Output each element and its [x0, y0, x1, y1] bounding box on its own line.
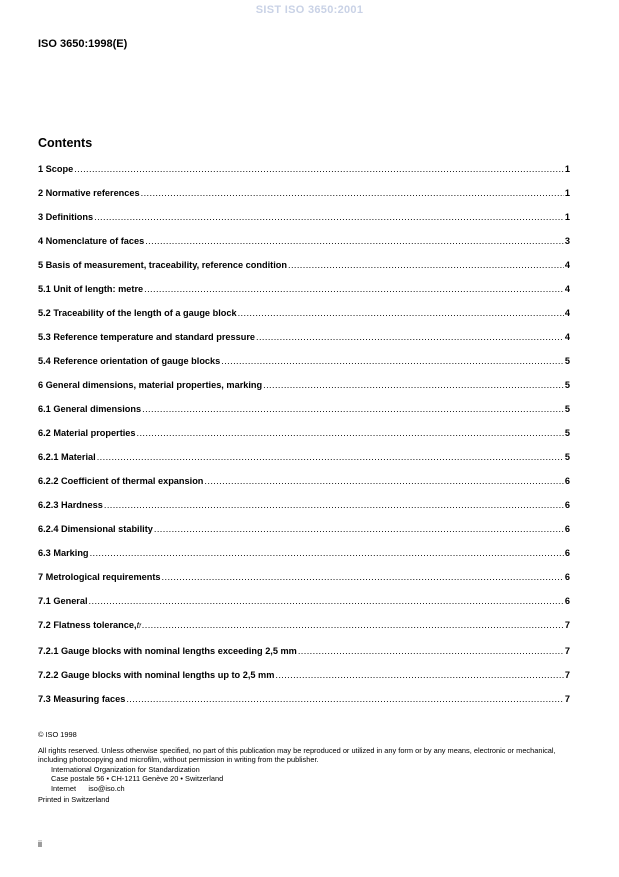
toc-entry-label: 7.2 Flatness tolerance, — [38, 620, 137, 630]
toc-entry-page: 5 — [564, 428, 570, 438]
internet-email[interactable]: iso@iso.ch — [88, 783, 125, 793]
contents-heading: Contents — [38, 136, 93, 150]
toc-entry-label: 7.3 Measuring faces — [38, 694, 126, 704]
toc-entry-page: 4 — [564, 284, 570, 294]
toc-entry-label: 1 Scope — [38, 164, 74, 174]
toc-entry-page: 6 — [564, 548, 570, 558]
toc-entry[interactable] — [38, 620, 570, 632]
toc-entry-label: 6 General dimensions, material properties, marking — [38, 380, 263, 390]
internet-label: Internet — [51, 783, 77, 793]
toc-entry-label: 7.2.2 Gauge blocks with nominal lengths up to 2,5 mm — [38, 670, 275, 680]
toc-entry-label: 6.2.1 Material — [38, 452, 96, 462]
toc-entry-page: 1 — [564, 212, 570, 222]
toc-entry-page: 7 — [564, 694, 570, 704]
toc-entry[interactable] — [38, 548, 570, 560]
toc-entry-page: 4 — [564, 308, 570, 318]
toc-entry-label: 2 Normative references — [38, 188, 140, 198]
toc-leader-dots — [288, 260, 564, 270]
toc-leader-dots — [89, 596, 564, 606]
toc-leader-dots — [162, 572, 564, 582]
toc-entry-page: 7 — [564, 670, 570, 680]
toc-leader-dots — [221, 356, 564, 366]
toc-entry[interactable] — [38, 404, 570, 416]
toc-entry[interactable] — [38, 694, 570, 706]
toc-entry[interactable] — [38, 164, 570, 176]
toc-entry-label: 5 Basis of measurement, traceability, reference condition — [38, 260, 287, 270]
toc-entry-label: 6.2.2 Coefficient of thermal expansion — [38, 476, 204, 486]
toc-entry[interactable] — [38, 332, 570, 344]
toc-entry-label: 3 Definitions — [38, 212, 94, 222]
toc-entry[interactable] — [38, 212, 570, 224]
toc-leader-dots — [238, 308, 564, 318]
toc-leader-dots — [126, 694, 564, 704]
toc-leader-dots — [144, 284, 564, 294]
toc-entry-label: 6.1 General dimensions — [38, 404, 142, 414]
copyright-notice: © ISO 1998 — [38, 730, 77, 739]
toc-entry-label: 5.4 Reference orientation of gauge blocks — [38, 356, 221, 366]
toc-leader-dots — [74, 164, 564, 174]
toc-entry[interactable] — [38, 380, 570, 392]
toc-leader-dots — [154, 524, 564, 534]
table-of-contents — [38, 164, 570, 718]
toc-entry-page: 1 — [564, 188, 570, 198]
toc-entry-page: 1 — [564, 164, 570, 174]
toc-leader-dots — [94, 212, 564, 222]
toc-entry[interactable] — [38, 452, 570, 464]
toc-entry[interactable] — [38, 524, 570, 536]
toc-entry-label: 6.2.4 Dimensional stability — [38, 524, 153, 534]
toc-leader-dots — [104, 500, 564, 510]
toc-entry-subscript: f — [139, 624, 141, 630]
toc-entry-symbol: t — [136, 620, 140, 630]
toc-entry-label: 5.2 Traceability of the length of a gauge block — [38, 308, 237, 318]
toc-entry-page: 6 — [564, 500, 570, 510]
toc-entry[interactable] — [38, 356, 570, 368]
toc-entry-page: 7 — [564, 646, 570, 656]
toc-entry-page: 4 — [564, 260, 570, 270]
toc-entry-page: 5 — [564, 452, 570, 462]
toc-leader-dots — [97, 452, 564, 462]
toc-entry-page: 4 — [564, 332, 570, 342]
toc-leader-dots — [141, 188, 564, 198]
toc-leader-dots — [90, 548, 564, 558]
internet-contact — [38, 784, 583, 794]
toc-entry[interactable] — [38, 284, 570, 296]
toc-entry[interactable] — [38, 308, 570, 320]
toc-entry-label: 6.2.3 Hardness — [38, 500, 103, 510]
toc-entry-page: 3 — [564, 236, 570, 246]
toc-leader-dots — [263, 380, 564, 390]
toc-entry[interactable] — [38, 476, 570, 488]
toc-entry-page: 7 — [564, 620, 570, 630]
toc-entry-label: 5.3 Reference temperature and standard pressure — [38, 332, 256, 342]
toc-entry-page: 5 — [564, 380, 570, 390]
watermark: SIST ISO 3650:2001 — [255, 4, 364, 16]
toc-entry-page: 6 — [564, 596, 570, 606]
toc-leader-dots — [275, 670, 564, 680]
toc-entry[interactable] — [38, 188, 570, 200]
document-id: ISO 3650:1998(E) — [38, 38, 128, 50]
toc-entry-label: 4 Nomenclature of faces — [38, 236, 145, 246]
toc-leader-dots — [256, 332, 564, 342]
toc-entry[interactable] — [38, 428, 570, 440]
toc-entry[interactable] — [38, 646, 570, 658]
toc-entry-label: 7 Metrological requirements — [38, 572, 161, 582]
toc-entry-page: 6 — [564, 476, 570, 486]
toc-leader-dots — [204, 476, 563, 486]
toc-entry[interactable] — [38, 596, 570, 608]
toc-entry[interactable] — [38, 500, 570, 512]
toc-leader-dots — [298, 646, 564, 656]
toc-entry[interactable] — [38, 670, 570, 682]
toc-entry-page: 5 — [564, 356, 570, 366]
toc-leader-dots — [137, 428, 564, 438]
organization-name: International Organization for Standardization — [51, 764, 200, 774]
toc-entry-label: 5.1 Unit of length: metre — [38, 284, 144, 294]
toc-entry[interactable] — [38, 572, 570, 584]
rights-statement: All rights reserved. Unless otherwise specified, no part of this publication may be reproduced or utilized in any form or by any means, electronic or mechanical, including photocopying and microfilm, without permission in writing from the publisher. — [38, 745, 556, 764]
organization-address: Case postale 56 • CH-1211 Genève 20 • Switzerland — [51, 774, 224, 783]
toc-leader-dots — [145, 236, 564, 246]
toc-entry-page: 6 — [564, 524, 570, 534]
toc-entry-page: 5 — [564, 404, 570, 414]
footer — [38, 730, 583, 805]
toc-leader-dots — [142, 620, 564, 630]
toc-entry[interactable] — [38, 236, 570, 248]
toc-entry[interactable] — [38, 260, 570, 272]
page-number: ii — [38, 839, 42, 849]
toc-entry-label: 7.2.1 Gauge blocks with nominal lengths exceeding 2,5 mm — [38, 646, 297, 656]
toc-leader-dots — [142, 404, 564, 414]
toc-entry-label: 7.1 General — [38, 596, 88, 606]
toc-entry-page: 6 — [564, 572, 570, 582]
printed-in: Printed in Switzerland — [38, 795, 110, 804]
toc-entry-label: 6.3 Marking — [38, 548, 89, 558]
toc-entry-label: 6.2 Material properties — [38, 428, 136, 438]
